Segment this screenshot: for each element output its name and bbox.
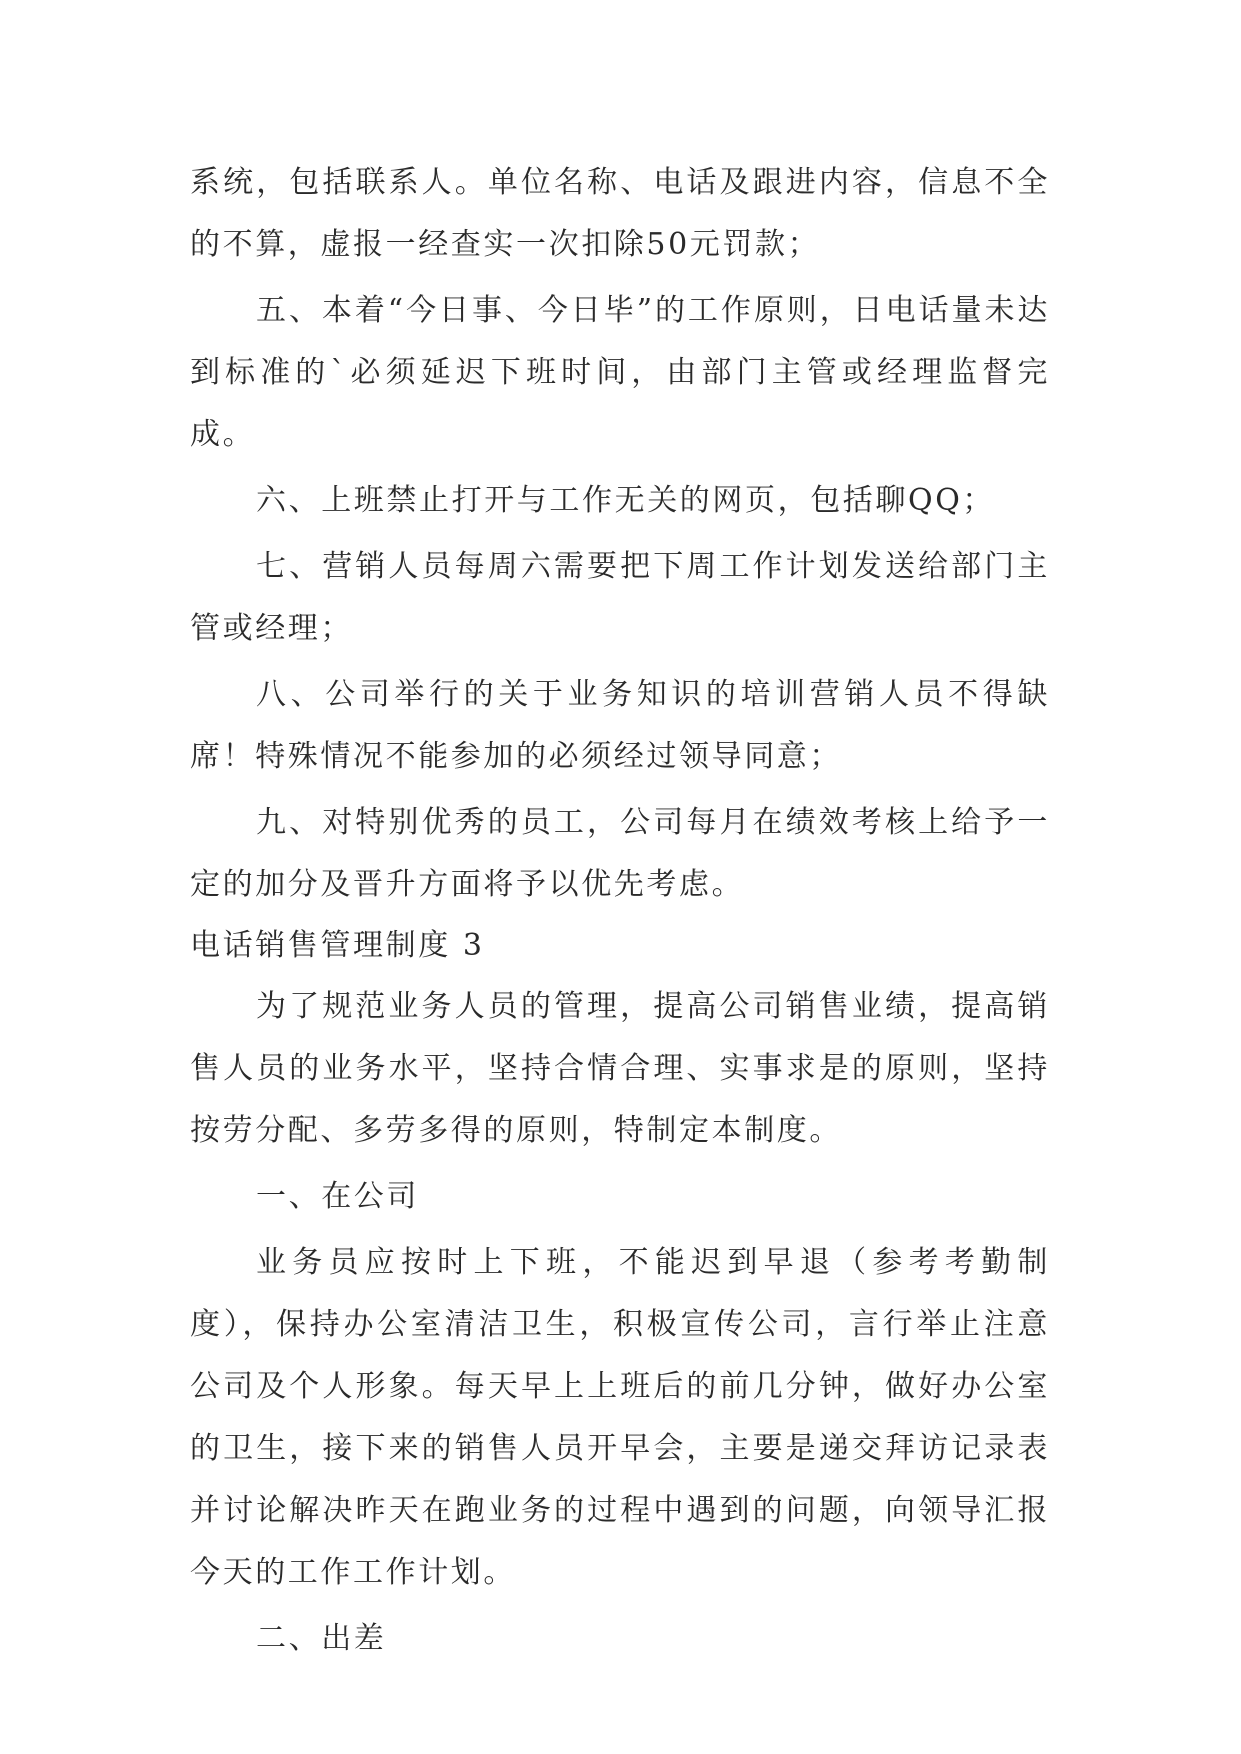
paragraph-in-company: 业务员应按时上下班，不能迟到早退（参考考勤制度），保持办公室清洁卫生，积极宣传公司，言行举止注意公司及个人形象。每天早上上班后的前几分钟，做好办公室的卫生，接下来的销售人员开早会，主要是递交拜访记录表并讨论解决昨天在跑业务的过程中遇到的问题，向领导汇报今天的工作工作计划。 bbox=[190, 1245, 1050, 1590]
subheading-in-company: 一、在公司 bbox=[256, 1179, 419, 1214]
paragraph-rule-8: 八、公司举行的关于业务知识的培训营销人员不得缺席！特殊情况不能参加的必须经过领导同意； bbox=[190, 677, 1050, 774]
document-body bbox=[190, 152, 1050, 1670]
paragraph-rule-9: 九、对特别优秀的员工，公司每月在绩效考核上给予一定的加分及晋升方面将予以优先考虑。 bbox=[190, 805, 1050, 902]
section-title: 电话销售管理制度 3 bbox=[190, 928, 485, 963]
paragraph-rule-5: 五、本着“今日事、今日毕”的工作原则，日电话量未达到标准的`必须延迟下班时间，由部门主管或经理监督完成。 bbox=[190, 293, 1050, 452]
paragraph-continuation: 系统，包括联系人。单位名称、电话及跟进内容，信息不全的不算，虚报一经查实一次扣除50元罚款； bbox=[190, 165, 1050, 262]
paragraph-rule-7: 七、营销人员每周六需要把下周工作计划发送给部门主管或经理； bbox=[190, 549, 1050, 646]
paragraph-rule-6: 六、上班禁止打开与工作无关的网页，包括聊QQ； bbox=[256, 483, 995, 518]
subheading-business-trip: 二、出差 bbox=[256, 1621, 387, 1656]
paragraph-intro: 为了规范业务人员的管理，提高公司销售业绩，提高销售人员的业务水平，坚持合情合理、实事求是的原则，坚持按劳分配、多劳多得的原则，特制定本制度。 bbox=[190, 989, 1050, 1148]
